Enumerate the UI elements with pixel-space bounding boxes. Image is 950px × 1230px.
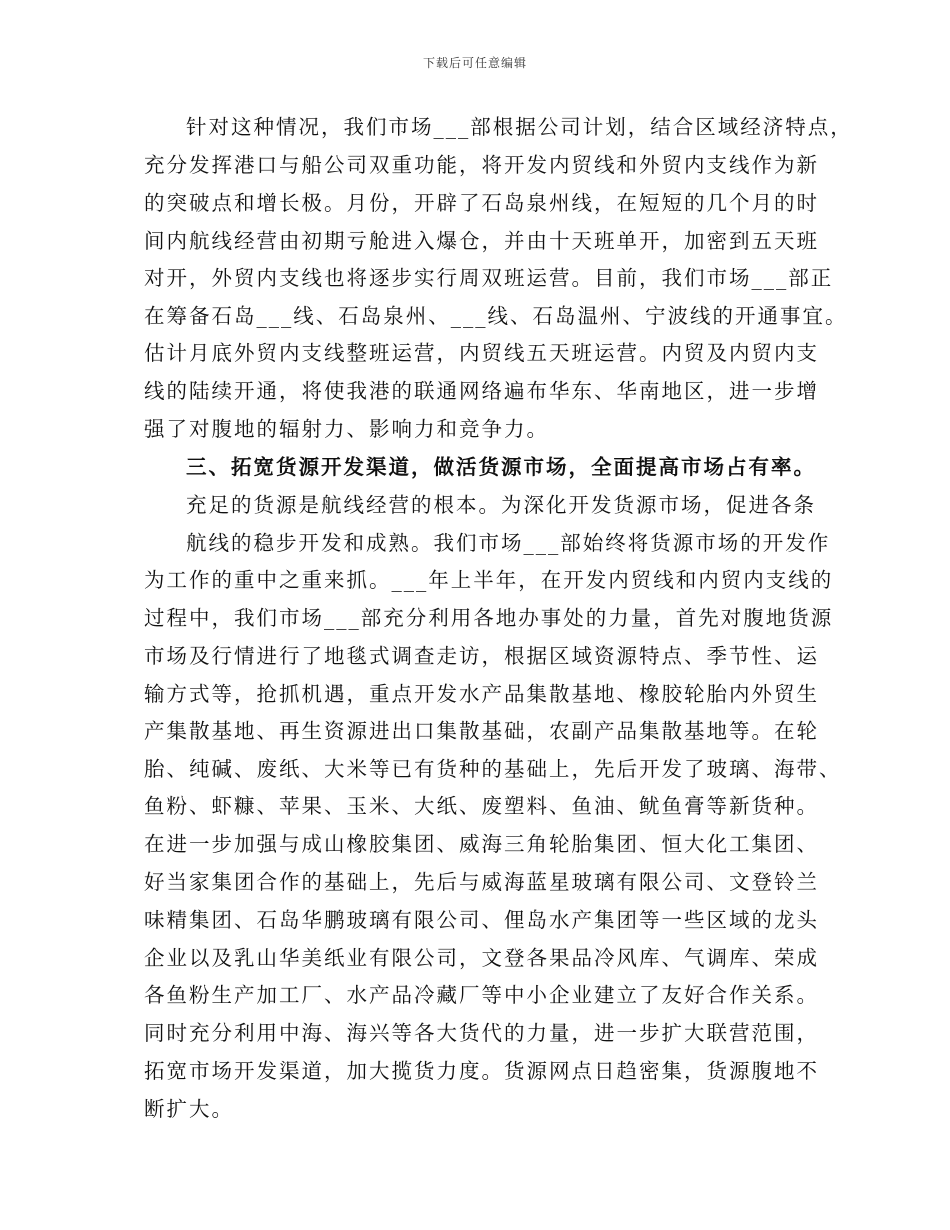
paragraph-2-line-1: 充足的货源是航线经营的根本。为深化开发货源市场，促进各条 — [186, 493, 816, 517]
paragraph-2-line-11: 好当家集团合作的基础上，先后与威海蓝星玻璃有限公司、文登铃兰 — [144, 870, 819, 894]
paragraph-1-line-9: 强了对腹地的辐射力、影响力和竞争力。 — [144, 417, 549, 441]
paragraph-2-line-17: 断扩大。 — [144, 1097, 234, 1121]
paragraph-1-line-2: 充分发挥港口与船公司双重功能，将开发内贸线和外贸内支线作为新 — [144, 153, 819, 177]
paragraph-2-line-12: 味精集团、石岛华鹏玻璃有限公司、俚岛水产集团等一些区域的龙头 — [144, 908, 819, 932]
paragraph-2-line-4: 过程中，我们市场___部充分利用各地办事处的力量，首先对腹地货源 — [144, 606, 834, 630]
paragraph-2-line-14: 各鱼粉生产加工厂、水产品冷藏厂等中小企业建立了友好合作关系。 — [144, 983, 819, 1007]
paragraph-2-line-15: 同时充分利用中海、海兴等各大货代的力量，进一步扩大联营范围， — [144, 1021, 819, 1045]
paragraph-2-line-3: 为工作的重中之重来抓。___年上半年，在开发内贸线和内贸内支线的 — [144, 568, 834, 592]
paragraph-2-line-8: 胎、纯碱、废纸、大米等已有货种的基础上，先后开发了玻璃、海带、 — [144, 757, 842, 781]
page-header: 下载后可任意编辑 — [422, 56, 527, 70]
paragraph-1-line-3: 的突破点和增长极。月份，开辟了石岛泉州线，在短短的几个月的时 — [144, 191, 819, 215]
paragraph-1-line-6: 在筹备石岛___线、石岛泉州、___线、石岛温州、宁波线的开通事宜。 — [144, 304, 848, 328]
paragraph-2-line-2: 航线的稳步开发和成熟。我们市场___部始终将货源市场的开发作 — [186, 531, 831, 555]
paragraph-2-line-9: 鱼粉、虾糠、苹果、玉米、大纸、废塑料、鱼油、鱿鱼膏等新货种。 — [144, 794, 819, 818]
paragraph-1-line-1: 针对这种情况，我们市场___部根据公司计划，结合区域经济特点， — [186, 115, 853, 139]
paragraph-2-line-16: 拓宽市场开发渠道，加大揽货力度。货源网点日趋密集，货源腹地不 — [144, 1059, 819, 1083]
paragraph-2-line-5: 市场及行情进行了地毯式调查走访，根据区域资源特点、季节性、运 — [144, 644, 819, 668]
paragraph-2-line-13: 企业以及乳山华美纸业有限公司，文登各果品冷风库、气调库、荣成 — [144, 946, 819, 970]
section-heading: 三、拓宽货源开发渠道，做活货源市场，全面提高市场占有率。 — [186, 455, 816, 479]
paragraph-1-line-7: 估计月底外贸内支线整班运营，内贸线五天班运营。内贸及内贸内支 — [144, 341, 819, 365]
paragraph-1-line-4: 间内航线经营由初期亏舱进入爆仓，并由十天班单开，加密到五天班 — [144, 229, 819, 253]
paragraph-1-line-5: 对开，外贸内支线也将逐步实行周双班运营。目前，我们市场___部正 — [144, 266, 834, 290]
paragraph-2-line-10: 在进一步加强与成山橡胶集团、威海三角轮胎集团、恒大化工集团、 — [144, 832, 819, 856]
paragraph-2-line-6: 输方式等，抢抓机遇，重点开发水产品集散基地、橡胶轮胎内外贸生 — [144, 682, 819, 706]
paragraph-1-line-8: 线的陆续开通，将使我港的联通网络遍布华东、华南地区，进一步增 — [144, 379, 819, 403]
paragraph-2-line-7: 产集散基地、再生资源进出口集散基础，农副产品集散基地等。在轮 — [144, 719, 819, 743]
